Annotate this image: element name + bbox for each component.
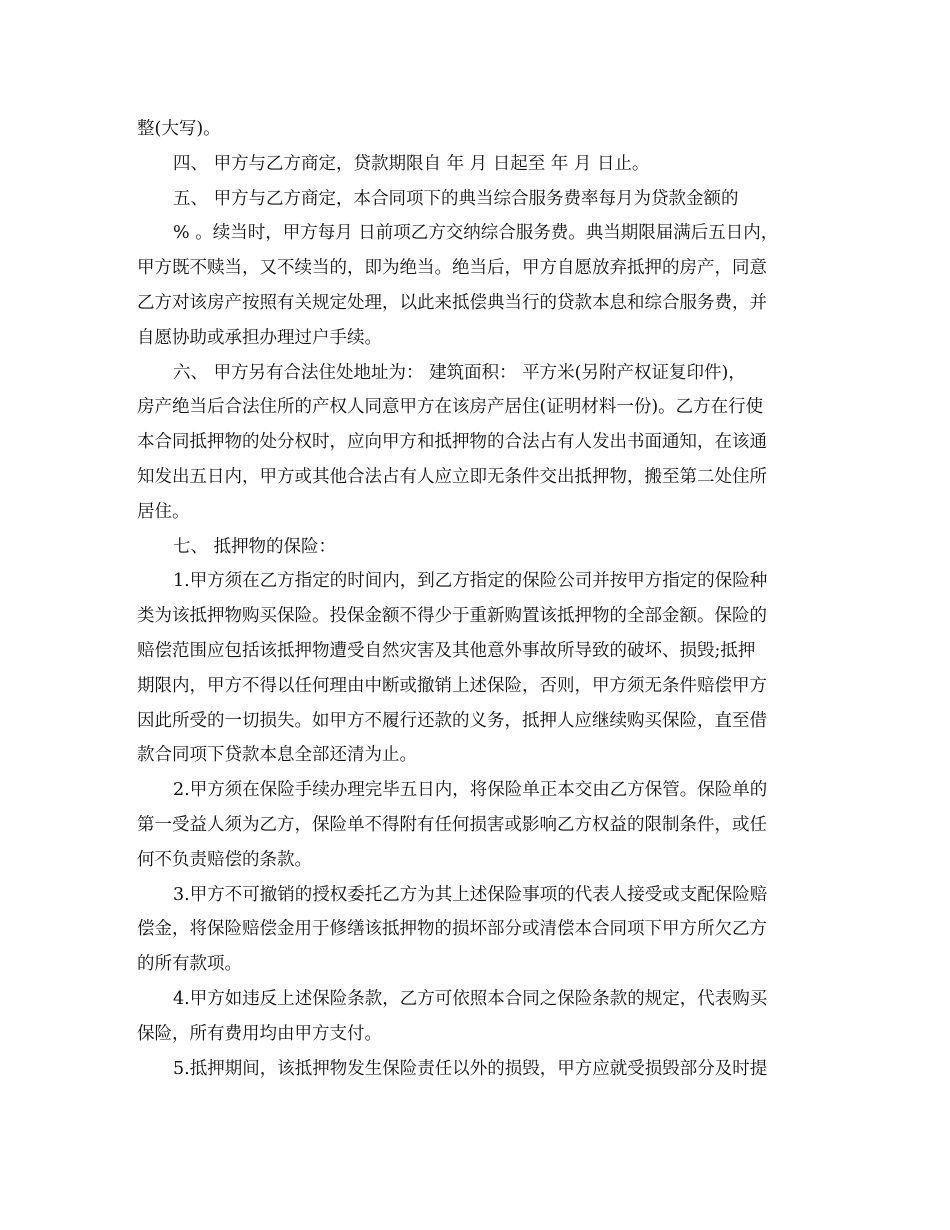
item-two: 2.甲方须在保险手续办理完毕五日内，将保险单正本交由乙方保管。保险单的 [173, 780, 768, 801]
text-line: 房产绝当后合法住所的产权人同意甲方在该房产居住(证明材料一份)。乙方在行使 [137, 397, 764, 418]
item-one: 1.甲方须在乙方指定的时间内，到乙方指定的保险公司并按甲方指定的保险种 [173, 571, 768, 592]
text-line: 类为该抵押物购买保险。投保金额不得少于重新购置该抵押物的全部金额。保险的 [137, 606, 767, 627]
text-line: 因此所受的一切损失。如甲方不履行还款的义务，抵押人应继续购买保险，直至借 [137, 710, 767, 731]
text-line: 本合同抵押物的处分权时，应向甲方和抵押物的合法占有人发出书面通知，在该通 [137, 432, 767, 453]
item-four: 4.甲方如违反上述保险条款，乙方可依照本合同之保险条款的规定，代表购买 [173, 988, 768, 1009]
text-line: 第一受益人须为乙方，保险单不得附有任何损害或影响乙方权益的限制条件，或任 [137, 814, 767, 835]
text-line: 的所有款项。 [137, 954, 242, 975]
text-line: 何不负责赔偿的条款。 [137, 849, 312, 870]
text-line: 知发出五日内，甲方或其他合法占有人应立即无条件交出抵押物，搬至第二处住所 [137, 466, 767, 487]
text-line: 自愿协助或承担办理过户手续。 [137, 327, 382, 348]
item-five: 5.抵押期间，该抵押物发生保险责任以外的损毁，甲方应就受损毁部分及时提 [173, 1058, 768, 1079]
text-line: 赔偿范围应包括该抵押物遭受自然灾害及其他意外事故所导致的破坏、损毁;抵押 [137, 640, 756, 661]
text-line: 乙方对该房产按照有关规定处理，以此来抵偿典当行的贷款本息和综合服务费，并 [137, 292, 767, 313]
clause-six: 六、 甲方另有合法住处地址为： 建筑面积： 平方米(另附产权证复印件)， [173, 362, 746, 383]
document-body [137, 112, 827, 1086]
clause-five: 五、 甲方与乙方商定，本合同项下的典当综合服务费率每月为贷款金额的 [173, 188, 739, 209]
text-line: % 。续当时，甲方每月 日前项乙方交纳综合服务费。典当期限届满后五日内， [173, 223, 779, 244]
text-line: 期限内，甲方不得以任何理由中断或撤销上述保险，否则，甲方须无条件赔偿甲方 [137, 675, 767, 696]
clause-four: 四、 甲方与乙方商定，贷款期限自 年 月 日起至 年 月 日止。 [173, 153, 650, 174]
text-line: 保险，所有费用均由甲方支付。 [137, 1023, 382, 1044]
clause-seven: 七、 抵押物的保险： [173, 536, 337, 557]
item-three: 3.甲方不可撤销的授权委托乙方为其上述保险事项的代表人接受或支配保险赔 [173, 884, 768, 905]
text-line: 偿金，将保险赔偿金用于修缮该抵押物的损坏部分或清偿本合同项下甲方所欠乙方 [137, 919, 767, 940]
text-line: 甲方既不赎当，又不续当的，即为绝当。绝当后，甲方自愿放弃抵押的房产，同意 [137, 258, 767, 279]
text-line: 整(大写)。 [137, 119, 221, 139]
text-line: 款合同项下贷款本息全部还清为止。 [137, 745, 417, 766]
text-line: 居住。 [137, 501, 190, 522]
